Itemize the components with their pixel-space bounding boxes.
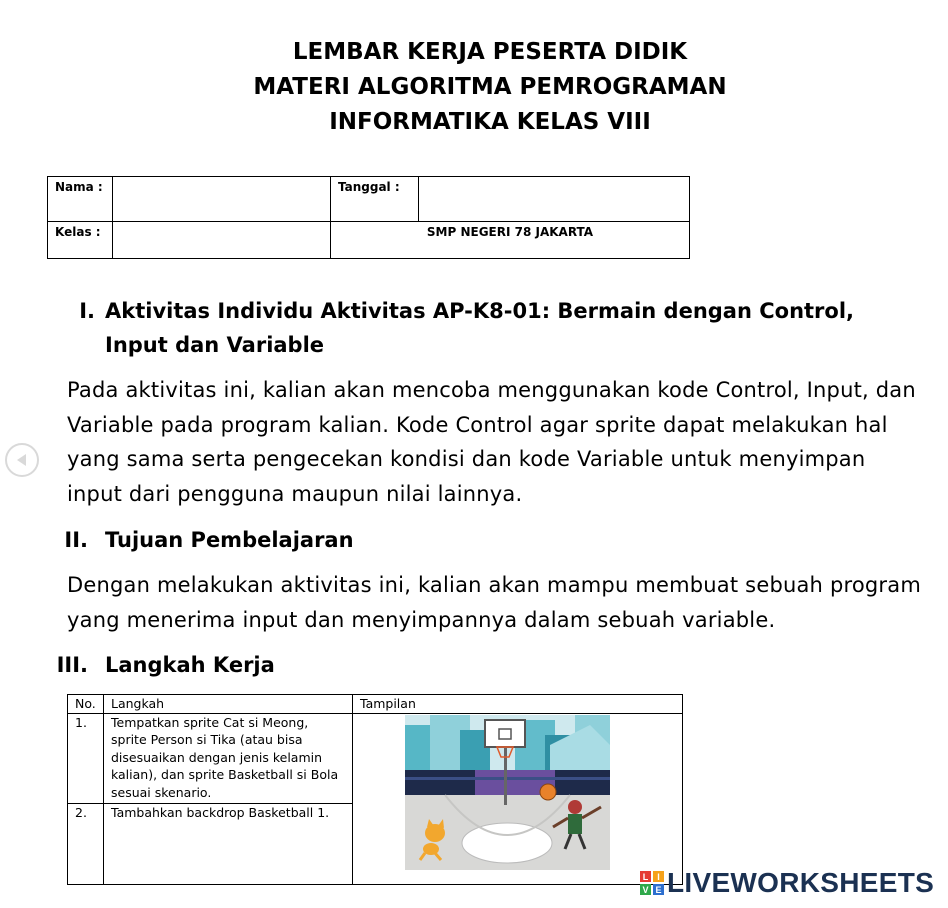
- worksheet-title: [0, 35, 948, 140]
- student-info-table: [47, 176, 690, 259]
- liveworksheets-logo: [640, 866, 934, 900]
- section-1-number: I.: [79, 299, 95, 323]
- title-line-1: LEMBAR KERJA PESERTA DIDIK: [292, 39, 688, 65]
- kelas-label: Kelas :: [48, 222, 113, 259]
- section-3-number: III.: [56, 653, 88, 677]
- svg-text:E: E: [655, 885, 662, 895]
- nama-label: Nama :: [48, 177, 113, 222]
- tampilan-cell: [353, 713, 683, 884]
- title-line-3: INFORMATIKA KELAS VIII: [329, 109, 651, 135]
- title-line-2: MATERI ALGORITMA PEMROGRAMAN: [253, 74, 727, 100]
- tanggal-field[interactable]: [419, 177, 690, 222]
- school-name: SMP NEGERI 78 JAKARTA: [331, 222, 690, 259]
- previous-page-arrow-icon: [7, 445, 37, 475]
- svg-text:V: V: [642, 885, 649, 895]
- steps-table: [67, 694, 683, 885]
- kelas-field[interactable]: [113, 222, 331, 259]
- svg-text:L: L: [642, 872, 649, 882]
- section-2-number: II.: [64, 528, 88, 552]
- svg-text:I: I: [657, 872, 660, 882]
- step-2-text: Tambahkan backdrop Basketball 1.: [104, 803, 353, 884]
- section-1-title: Aktivitas Individu Aktivitas AP-K8-01: Bermain dengan Control, Input dan Variable: [105, 299, 855, 357]
- liveworksheets-logo-icon: [640, 871, 664, 895]
- step-1-text: Tempatkan sprite Cat si Meong, sprite Person si Tika (atau bisa disesuaikan dengan jenis kelamin kalian), dan sprite Basketball si Bola sesuai skenario.: [104, 713, 353, 803]
- section-1-body: Pada aktivitas ini, kalian akan mencoba menggunakan kode Control, Input, dan Variable pada program kalian. Kode Control agar sprite dapat melakukan hal yang sama serta pengecekan kondisi dan kode Variable untuk menyimpan input dari pengguna maupun nilai lainnya.: [67, 378, 916, 506]
- section-2-body: Dengan melakukan aktivitas ini, kalian akan mampu membuat sebuah program yang menerima input dan menyimpannya dalam sebuah variable.: [67, 573, 921, 632]
- tanggal-label: Tanggal :: [331, 177, 419, 222]
- col-header-langkah: Langkah: [104, 695, 353, 714]
- nama-field[interactable]: [113, 177, 331, 222]
- liveworksheets-wordmark: LIVEWORKSHEETS: [667, 867, 935, 898]
- section-2-title: Tujuan Pembelajaran: [105, 528, 354, 552]
- col-header-tampilan: Tampilan: [353, 695, 683, 714]
- col-header-no: No.: [68, 695, 104, 714]
- step-1-number: 1.: [68, 713, 104, 803]
- previous-page-button[interactable]: [5, 443, 39, 477]
- basketball-stage-image: [405, 715, 610, 870]
- step-2-number: 2.: [68, 803, 104, 884]
- section-3-title: Langkah Kerja: [105, 653, 275, 677]
